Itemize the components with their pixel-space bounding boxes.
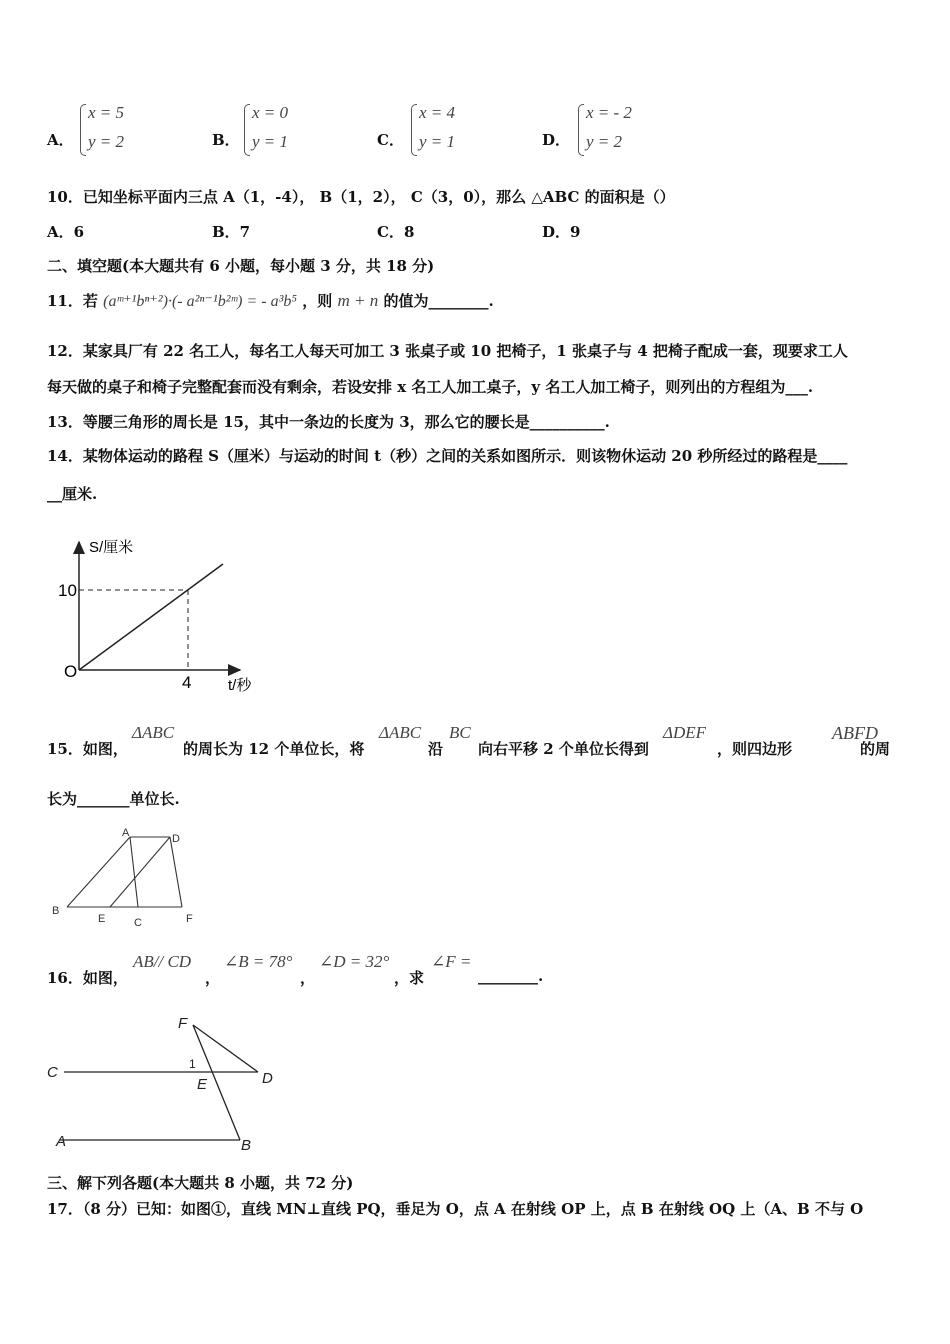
brace-a	[80, 104, 86, 156]
q15-p6: 的周	[860, 740, 891, 758]
q9-option-b-label: B．	[212, 131, 240, 149]
fig15-label-a: A	[122, 827, 130, 839]
q16-ab-parallel-cd: AB// CD	[133, 952, 192, 971]
x-axis-label: t/秒	[228, 677, 252, 694]
q16-angle-d: ∠D = 32°	[319, 952, 390, 971]
q16-comma1: ，	[205, 969, 221, 987]
q9-d-line2: y = 2	[586, 132, 623, 151]
q9-option-c-label: C．	[377, 131, 404, 149]
q17-text: 17．（8 分）已知：如图①，直线 MN⊥直线 PQ，垂足为 O，点 A 在射线 OP 上，点 B 在射线 OQ 上（A、B 不与 O	[47, 1200, 864, 1218]
q15-p3: 沿	[428, 740, 444, 758]
q12-line2: 每天做的桌子和椅子完整配套而没有剩余，若设安排 x 名工人加工桌子，y 名工人加工椅子，则列出的方程组为___.	[47, 378, 814, 396]
q10-option-c: C．8	[377, 223, 415, 241]
q10-option-a: A．6	[47, 223, 85, 241]
q15-p4: 向右平移 2 个单位长得到	[478, 740, 649, 758]
fig15-label-d: D	[172, 833, 180, 845]
q15-p1: 15．如图，	[47, 740, 128, 758]
q11-formula: (aᵐ⁺¹bⁿ⁺²)·(- a²ⁿ⁻¹b²ᵐ) = - a³b⁵	[103, 293, 297, 310]
q16-p2: ，求	[394, 969, 425, 987]
fig16-angle-1: 1	[189, 1057, 196, 1071]
q11	[47, 290, 494, 311]
q15-abc1: ΔABC	[132, 723, 175, 742]
origin-label: O	[64, 662, 78, 681]
q14-line1: 14．某物体运动的路程 S（厘米）与运动的时间 t（秒）之间的关系如图所示．则该物休运动 20 秒所经过的路程是____	[47, 447, 848, 465]
q15-p2: 的周长为 12 个单位长，将	[183, 740, 365, 758]
q14-graph	[50, 530, 280, 700]
q9-b-line2: y = 1	[252, 132, 289, 151]
x-tick-4: 4	[182, 673, 192, 692]
q13-text: 13．等腰三角形的周长是 15，其中一条边的长度为 3，那么它的腰长是__________.	[47, 413, 610, 431]
q9-b-line1: x = 0	[252, 103, 289, 122]
fig16-label-e: E	[197, 1076, 208, 1093]
q11-expr: m + n	[337, 291, 379, 310]
q9-option-a-system	[88, 98, 124, 156]
section-3-heading: 三、解下列各题(本大题共 8 小题，共 72 分)	[47, 1174, 354, 1192]
q9-option-c-system	[419, 98, 455, 156]
q9-d-line1: x = - 2	[586, 103, 632, 122]
y-axis-label: S/厘米	[89, 539, 134, 556]
q10-option-b: B．7	[212, 223, 251, 241]
q15-def: ΔDEF	[663, 723, 707, 742]
q14-line2: __厘米.	[47, 485, 98, 503]
q15-bc: BC	[449, 723, 471, 742]
q16-comma2: ，	[300, 969, 316, 987]
q16-angle-f: ∠F =	[431, 952, 472, 971]
fig15-label-e: E	[98, 913, 106, 925]
brace-d	[578, 104, 584, 156]
fig16-label-f: F	[178, 1015, 188, 1032]
distance-line	[79, 564, 223, 670]
q16-figure	[40, 1010, 300, 1155]
q9-a-line2: y = 2	[88, 132, 125, 151]
y-tick-10: 10	[58, 581, 77, 600]
fig16-label-b: B	[241, 1137, 252, 1154]
q15-abfd: ABFD	[832, 723, 878, 743]
q9-option-a-label: A．	[47, 131, 74, 149]
fig16-label-a: A	[56, 1133, 67, 1150]
q9-c-line2: y = 1	[419, 132, 456, 151]
brace-c	[411, 104, 417, 156]
q11-prefix: 11．若	[47, 292, 98, 310]
q11-suffix: 的值为________.	[383, 292, 494, 310]
q15-line2: 长为_______单位长.	[47, 790, 180, 808]
q16-p1: 16．如图，	[47, 969, 128, 987]
q12-line1: 12．某家具厂有 22 名工人，每名工人每天可加工 3 张桌子或 10 把椅子，1 张桌子与 4 把椅子配成一套，现要求工人	[47, 342, 848, 360]
fig16-label-c: C	[47, 1064, 58, 1081]
fig15-label-b: B	[52, 905, 60, 917]
q16-angle-b: ∠B = 78°	[224, 952, 293, 971]
q9-option-b-system	[252, 98, 288, 156]
q10-text: 10．已知坐标平面内三点 A（1，-4）， B（1，2）， C（3，0），那么 △ABC 的面积是（）	[47, 188, 675, 206]
q15-figure	[45, 825, 205, 930]
fig16-label-d: D	[262, 1070, 273, 1087]
q15-abc2: ΔABC	[379, 723, 422, 742]
fig15-label-f: F	[186, 913, 193, 925]
q9-option-d-label: D．	[542, 131, 571, 149]
q16-p3: ________.	[478, 967, 544, 985]
section-2-heading: 二、填空题(本大题共有 6 小题，每小题 3 分，共 18 分)	[47, 257, 435, 275]
q11-middle: ，则	[302, 292, 333, 310]
q10-option-d: D．9	[542, 223, 581, 241]
q15-p5: ，则四边形	[717, 740, 793, 758]
q9-c-line1: x = 4	[419, 103, 456, 122]
q9-a-line1: x = 5	[88, 103, 125, 122]
brace-b	[244, 104, 250, 156]
q9-option-d-system	[586, 98, 632, 156]
fig15-label-c: C	[134, 917, 142, 929]
